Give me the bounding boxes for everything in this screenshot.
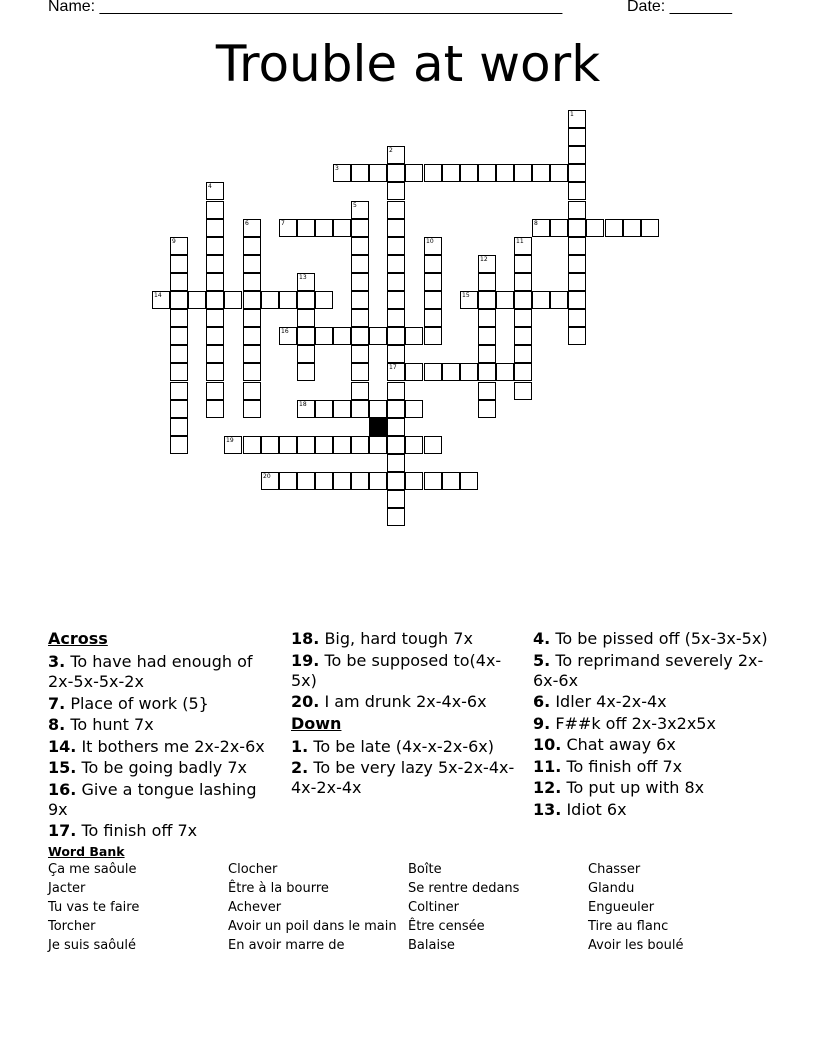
grid-cell[interactable] bbox=[206, 237, 224, 255]
clue-down-4: 4. To be pissed off (5x-3x-5x) bbox=[533, 629, 768, 648]
word-bank-item: Tu vas te faire bbox=[48, 900, 140, 915]
clue-down-12: 12. To put up with 8x bbox=[533, 778, 705, 797]
clue-across-14: 14. It bothers me 2x-2x-6x bbox=[48, 736, 265, 756]
grid-cell[interactable] bbox=[460, 164, 478, 182]
grid-cell[interactable] bbox=[424, 363, 442, 381]
grid-cell[interactable] bbox=[387, 418, 405, 436]
cell-number: 2 bbox=[389, 147, 393, 154]
grid-cell[interactable] bbox=[170, 363, 188, 381]
grid-cell[interactable] bbox=[206, 219, 224, 237]
grid-cell[interactable] bbox=[605, 219, 623, 237]
word-bank-item: Tire au flanc bbox=[588, 919, 669, 934]
grid-cell[interactable] bbox=[532, 164, 550, 182]
black-square bbox=[369, 418, 387, 436]
clue-down-13: 13. Idiot 6x bbox=[533, 799, 627, 819]
grid-cell[interactable] bbox=[387, 164, 405, 182]
clue-down-6: 6. Idler 4x-2x-4x bbox=[533, 692, 667, 711]
grid-cell[interactable] bbox=[478, 345, 496, 363]
grid-cell[interactable] bbox=[460, 363, 478, 381]
grid-cell[interactable] bbox=[478, 291, 496, 309]
grid-cell[interactable] bbox=[369, 164, 387, 182]
grid-cell[interactable] bbox=[387, 327, 405, 345]
grid-cell[interactable] bbox=[387, 508, 405, 526]
grid-cell[interactable] bbox=[333, 164, 351, 182]
grid-cell[interactable] bbox=[333, 436, 351, 454]
grid-cell[interactable] bbox=[206, 182, 224, 200]
clues-column-2 bbox=[291, 629, 521, 800]
grid-cell[interactable] bbox=[514, 382, 532, 400]
grid-cell[interactable] bbox=[478, 309, 496, 327]
grid-cell[interactable] bbox=[496, 363, 514, 381]
cell-number: 17 bbox=[389, 364, 397, 371]
grid-cell[interactable] bbox=[243, 363, 261, 381]
grid-cell[interactable] bbox=[568, 146, 586, 164]
grid-cell[interactable] bbox=[532, 219, 550, 237]
word-bank-item: En avoir marre de bbox=[228, 938, 345, 953]
grid-cell[interactable] bbox=[279, 327, 297, 345]
cell-number: 19 bbox=[226, 437, 234, 444]
grid-cell[interactable] bbox=[297, 291, 315, 309]
grid-cell[interactable] bbox=[243, 237, 261, 255]
cell-number: 3 bbox=[335, 165, 339, 172]
grid-cell[interactable] bbox=[170, 345, 188, 363]
word-bank-item: Chasser bbox=[588, 862, 641, 877]
grid-cell[interactable] bbox=[170, 327, 188, 345]
grid-cell[interactable] bbox=[188, 291, 206, 309]
grid-cell[interactable] bbox=[243, 255, 261, 273]
grid-cell[interactable] bbox=[224, 436, 242, 454]
grid-cell[interactable] bbox=[351, 400, 369, 418]
grid-cell[interactable] bbox=[152, 291, 170, 309]
grid-cell[interactable] bbox=[568, 182, 586, 200]
grid-cell[interactable] bbox=[387, 454, 405, 472]
across-heading: Across bbox=[48, 629, 108, 648]
cell-number: 20 bbox=[263, 473, 271, 480]
grid-cell[interactable] bbox=[279, 472, 297, 490]
grid-cell[interactable] bbox=[478, 273, 496, 291]
grid-cell[interactable] bbox=[315, 219, 333, 237]
clue-across-18: 18. Big, hard tough 7x bbox=[291, 629, 473, 648]
grid-cell[interactable] bbox=[568, 219, 586, 237]
grid-cell[interactable] bbox=[568, 273, 586, 291]
clue-down-5: 5. To reprimand severely 2x-6x-6x bbox=[533, 650, 764, 690]
grid-cell[interactable] bbox=[460, 472, 478, 490]
grid-cell[interactable] bbox=[369, 327, 387, 345]
grid-cell[interactable] bbox=[170, 418, 188, 436]
clue-across-8: 8. To hunt 7x bbox=[48, 715, 154, 734]
grid-cell[interactable] bbox=[206, 273, 224, 291]
grid-cell[interactable] bbox=[351, 237, 369, 255]
clue-down-11: 11. To finish off 7x bbox=[533, 756, 683, 776]
grid-cell[interactable] bbox=[297, 363, 315, 381]
word-bank-item: Boîte bbox=[408, 862, 442, 877]
grid-cell[interactable] bbox=[369, 436, 387, 454]
grid-cell[interactable] bbox=[424, 255, 442, 273]
grid-cell[interactable] bbox=[170, 436, 188, 454]
grid-cell[interactable] bbox=[514, 164, 532, 182]
grid-cell[interactable] bbox=[243, 291, 261, 309]
grid-cell[interactable] bbox=[351, 164, 369, 182]
word-bank-item: Être à la bourre bbox=[228, 881, 329, 896]
grid-cell[interactable] bbox=[170, 382, 188, 400]
grid-cell[interactable] bbox=[514, 309, 532, 327]
word-bank-item: Coltiner bbox=[408, 900, 459, 915]
cell-number: 8 bbox=[534, 220, 538, 227]
grid-cell[interactable] bbox=[387, 291, 405, 309]
word-bank-item: Être censée bbox=[408, 919, 485, 934]
grid-cell[interactable] bbox=[351, 382, 369, 400]
grid-cell[interactable] bbox=[424, 472, 442, 490]
cell-number: 11 bbox=[516, 238, 524, 245]
grid-cell[interactable] bbox=[568, 110, 586, 128]
grid-cell[interactable] bbox=[568, 237, 586, 255]
grid-cell[interactable] bbox=[315, 436, 333, 454]
grid-cell[interactable] bbox=[496, 291, 514, 309]
grid-cell[interactable] bbox=[514, 255, 532, 273]
grid-cell[interactable] bbox=[261, 472, 279, 490]
grid-cell[interactable] bbox=[514, 237, 532, 255]
word-bank-item: Avoir un poil dans le main bbox=[228, 919, 397, 934]
grid-cell[interactable] bbox=[478, 327, 496, 345]
cell-number: 9 bbox=[172, 238, 176, 245]
word-bank-item: Balaise bbox=[408, 938, 455, 953]
grid-cell[interactable] bbox=[387, 363, 405, 381]
grid-cell[interactable] bbox=[405, 472, 423, 490]
grid-cell[interactable] bbox=[206, 255, 224, 273]
grid-cell[interactable] bbox=[206, 382, 224, 400]
grid-cell[interactable] bbox=[351, 219, 369, 237]
grid-cell[interactable] bbox=[387, 490, 405, 508]
clue-down-2: 2. To be very lazy 5x-2x-4x-4x-2x-4x bbox=[291, 758, 515, 797]
grid-cell[interactable] bbox=[568, 128, 586, 146]
grid-cell[interactable] bbox=[243, 273, 261, 291]
word-bank bbox=[48, 844, 788, 962]
grid-cell[interactable] bbox=[243, 309, 261, 327]
grid-cell[interactable] bbox=[586, 219, 604, 237]
down-heading: Down bbox=[291, 713, 342, 733]
grid-cell[interactable] bbox=[568, 201, 586, 219]
grid-cell[interactable] bbox=[279, 436, 297, 454]
cell-number: 16 bbox=[281, 328, 289, 335]
grid-cell[interactable] bbox=[442, 363, 460, 381]
grid-cell[interactable] bbox=[387, 345, 405, 363]
grid-cell[interactable] bbox=[243, 436, 261, 454]
grid-cell[interactable] bbox=[387, 273, 405, 291]
clues-column-1 bbox=[48, 629, 278, 843]
grid-cell[interactable] bbox=[243, 327, 261, 345]
grid-cell[interactable] bbox=[170, 309, 188, 327]
grid-cell[interactable] bbox=[387, 201, 405, 219]
grid-cell[interactable] bbox=[333, 219, 351, 237]
grid-cell[interactable] bbox=[568, 164, 586, 182]
grid-cell[interactable] bbox=[297, 273, 315, 291]
word-bank-item: Torcher bbox=[48, 919, 96, 934]
grid-cell[interactable] bbox=[387, 146, 405, 164]
cell-number: 1 bbox=[570, 111, 574, 118]
word-bank-list bbox=[48, 862, 788, 962]
grid-cell[interactable] bbox=[315, 400, 333, 418]
grid-cell[interactable] bbox=[279, 291, 297, 309]
grid-cell[interactable] bbox=[243, 219, 261, 237]
grid-cell[interactable] bbox=[206, 345, 224, 363]
grid-cell[interactable] bbox=[424, 436, 442, 454]
grid-cell[interactable] bbox=[351, 291, 369, 309]
grid-cell[interactable] bbox=[297, 327, 315, 345]
grid-cell[interactable] bbox=[442, 472, 460, 490]
grid-cell[interactable] bbox=[514, 273, 532, 291]
grid-cell[interactable] bbox=[405, 436, 423, 454]
grid-cell[interactable] bbox=[387, 255, 405, 273]
grid-cell[interactable] bbox=[206, 309, 224, 327]
cell-number: 6 bbox=[245, 220, 249, 227]
clue-across-15: 15. To be going badly 7x bbox=[48, 758, 247, 777]
word-bank-item: Clocher bbox=[228, 862, 278, 877]
grid-cell[interactable] bbox=[297, 400, 315, 418]
page-title: Trouble at work bbox=[215, 35, 601, 93]
grid-cell[interactable] bbox=[333, 400, 351, 418]
grid-cell[interactable] bbox=[424, 291, 442, 309]
grid-cell[interactable] bbox=[514, 327, 532, 345]
grid-cell[interactable] bbox=[387, 309, 405, 327]
grid-cell[interactable] bbox=[315, 291, 333, 309]
word-bank-item: Se rentre dedans bbox=[408, 881, 520, 896]
grid-cell[interactable] bbox=[478, 400, 496, 418]
grid-cell[interactable] bbox=[170, 237, 188, 255]
cell-number: 10 bbox=[426, 238, 434, 245]
clue-across-16: 16. Give a tongue lashing 9x bbox=[48, 779, 257, 819]
word-bank-item: Jacter bbox=[48, 881, 86, 896]
grid-cell[interactable] bbox=[351, 472, 369, 490]
grid-cell[interactable] bbox=[243, 400, 261, 418]
grid-cell[interactable] bbox=[460, 291, 478, 309]
grid-cell[interactable] bbox=[224, 291, 242, 309]
word-bank-title: Word Bank bbox=[48, 844, 125, 859]
clue-down-10: 10. Chat away 6x bbox=[533, 735, 676, 754]
grid-cell[interactable] bbox=[369, 400, 387, 418]
grid-cell[interactable] bbox=[206, 400, 224, 418]
grid-cell[interactable] bbox=[351, 309, 369, 327]
grid-cell[interactable] bbox=[261, 291, 279, 309]
grid-cell[interactable] bbox=[405, 400, 423, 418]
grid-cell[interactable] bbox=[351, 345, 369, 363]
cell-number: 5 bbox=[353, 202, 357, 209]
grid-cell[interactable] bbox=[424, 164, 442, 182]
grid-cell[interactable] bbox=[351, 255, 369, 273]
grid-cell[interactable] bbox=[243, 382, 261, 400]
grid-cell[interactable] bbox=[568, 309, 586, 327]
grid-cell[interactable] bbox=[297, 345, 315, 363]
clue-across-20: 20. I am drunk 2x-4x-6x bbox=[291, 692, 487, 711]
grid-cell[interactable] bbox=[405, 327, 423, 345]
grid-cell[interactable] bbox=[568, 327, 586, 345]
cell-number: 14 bbox=[154, 292, 162, 299]
grid-cell[interactable] bbox=[170, 255, 188, 273]
clue-across-19: 19. To be supposed to(4x-5x) bbox=[291, 650, 502, 690]
grid-cell[interactable] bbox=[478, 255, 496, 273]
date-field-label[interactable]: Date: _______ bbox=[627, 0, 732, 15]
grid-cell[interactable] bbox=[297, 309, 315, 327]
grid-cell[interactable] bbox=[297, 436, 315, 454]
grid-cell[interactable] bbox=[170, 273, 188, 291]
clue-across-7: 7. Place of work (5} bbox=[48, 693, 209, 713]
grid-cell[interactable] bbox=[261, 436, 279, 454]
grid-cell[interactable] bbox=[206, 363, 224, 381]
grid-cell[interactable] bbox=[351, 436, 369, 454]
grid-cell[interactable] bbox=[532, 291, 550, 309]
grid-cell[interactable] bbox=[550, 164, 568, 182]
grid-cell[interactable] bbox=[351, 201, 369, 219]
grid-cell[interactable] bbox=[351, 363, 369, 381]
grid-cell[interactable] bbox=[623, 219, 641, 237]
grid-cell[interactable] bbox=[568, 255, 586, 273]
grid-cell[interactable] bbox=[315, 472, 333, 490]
grid-cell[interactable] bbox=[243, 345, 261, 363]
clue-across-3: 3. To have had enough of 2x-5x-5x-2x bbox=[48, 652, 253, 691]
grid-cell[interactable] bbox=[550, 291, 568, 309]
grid-cell[interactable] bbox=[478, 363, 496, 381]
word-bank-item: Achever bbox=[228, 900, 282, 915]
clue-down-9: 9. F##k off 2x-3x2x5x bbox=[533, 713, 716, 733]
grid-cell[interactable] bbox=[206, 327, 224, 345]
cell-number: 4 bbox=[208, 183, 212, 190]
cell-number: 12 bbox=[480, 256, 488, 263]
grid-cell[interactable] bbox=[315, 327, 333, 345]
grid-cell[interactable] bbox=[478, 382, 496, 400]
grid-cell[interactable] bbox=[568, 291, 586, 309]
grid-cell[interactable] bbox=[641, 219, 659, 237]
grid-cell[interactable] bbox=[170, 400, 188, 418]
word-bank-item: Glandu bbox=[588, 881, 635, 896]
grid-cell[interactable] bbox=[387, 472, 405, 490]
name-field-label[interactable]: Name: ____________________________________________________ bbox=[48, 0, 563, 15]
grid-cell[interactable] bbox=[279, 219, 297, 237]
clue-across-17: 17. To finish off 7x bbox=[48, 821, 198, 840]
grid-cell[interactable] bbox=[351, 327, 369, 345]
grid-cell[interactable] bbox=[170, 291, 188, 309]
grid-cell[interactable] bbox=[387, 182, 405, 200]
grid-cell[interactable] bbox=[424, 273, 442, 291]
grid-cell[interactable] bbox=[424, 309, 442, 327]
grid-cell[interactable] bbox=[369, 472, 387, 490]
grid-cell[interactable] bbox=[387, 400, 405, 418]
grid-cell[interactable] bbox=[442, 164, 460, 182]
grid-cell[interactable] bbox=[387, 219, 405, 237]
grid-cell[interactable] bbox=[405, 164, 423, 182]
grid-cell[interactable] bbox=[206, 291, 224, 309]
cell-number: 18 bbox=[299, 401, 307, 408]
clues-column-3 bbox=[533, 629, 773, 821]
grid-cell[interactable] bbox=[297, 219, 315, 237]
grid-cell[interactable] bbox=[550, 219, 568, 237]
clue-down-1: 1. To be late (4x-x-2x-6x) bbox=[291, 736, 494, 756]
grid-cell[interactable] bbox=[333, 327, 351, 345]
word-bank-item: Je suis saôulé bbox=[48, 938, 137, 953]
grid-cell[interactable] bbox=[387, 382, 405, 400]
grid-cell[interactable] bbox=[333, 472, 351, 490]
cell-number: 13 bbox=[299, 274, 307, 281]
grid-cell[interactable] bbox=[387, 436, 405, 454]
grid-cell[interactable] bbox=[424, 327, 442, 345]
grid-cell[interactable] bbox=[496, 164, 514, 182]
grid-cell[interactable] bbox=[206, 201, 224, 219]
grid-cell[interactable] bbox=[478, 164, 496, 182]
grid-cell[interactable] bbox=[514, 363, 532, 381]
grid-cell[interactable] bbox=[514, 291, 532, 309]
grid-cell[interactable] bbox=[297, 472, 315, 490]
word-bank-item: Avoir les boulé bbox=[588, 938, 684, 953]
word-bank-item: Engueuler bbox=[588, 900, 655, 915]
word-bank-item: Ça me saôule bbox=[48, 862, 137, 877]
cell-number: 15 bbox=[462, 292, 470, 299]
grid-cell[interactable] bbox=[351, 273, 369, 291]
grid-cell[interactable] bbox=[424, 237, 442, 255]
cell-number: 7 bbox=[281, 220, 285, 227]
grid-cell[interactable] bbox=[514, 345, 532, 363]
grid-cell[interactable] bbox=[387, 237, 405, 255]
grid-cell[interactable] bbox=[405, 363, 423, 381]
